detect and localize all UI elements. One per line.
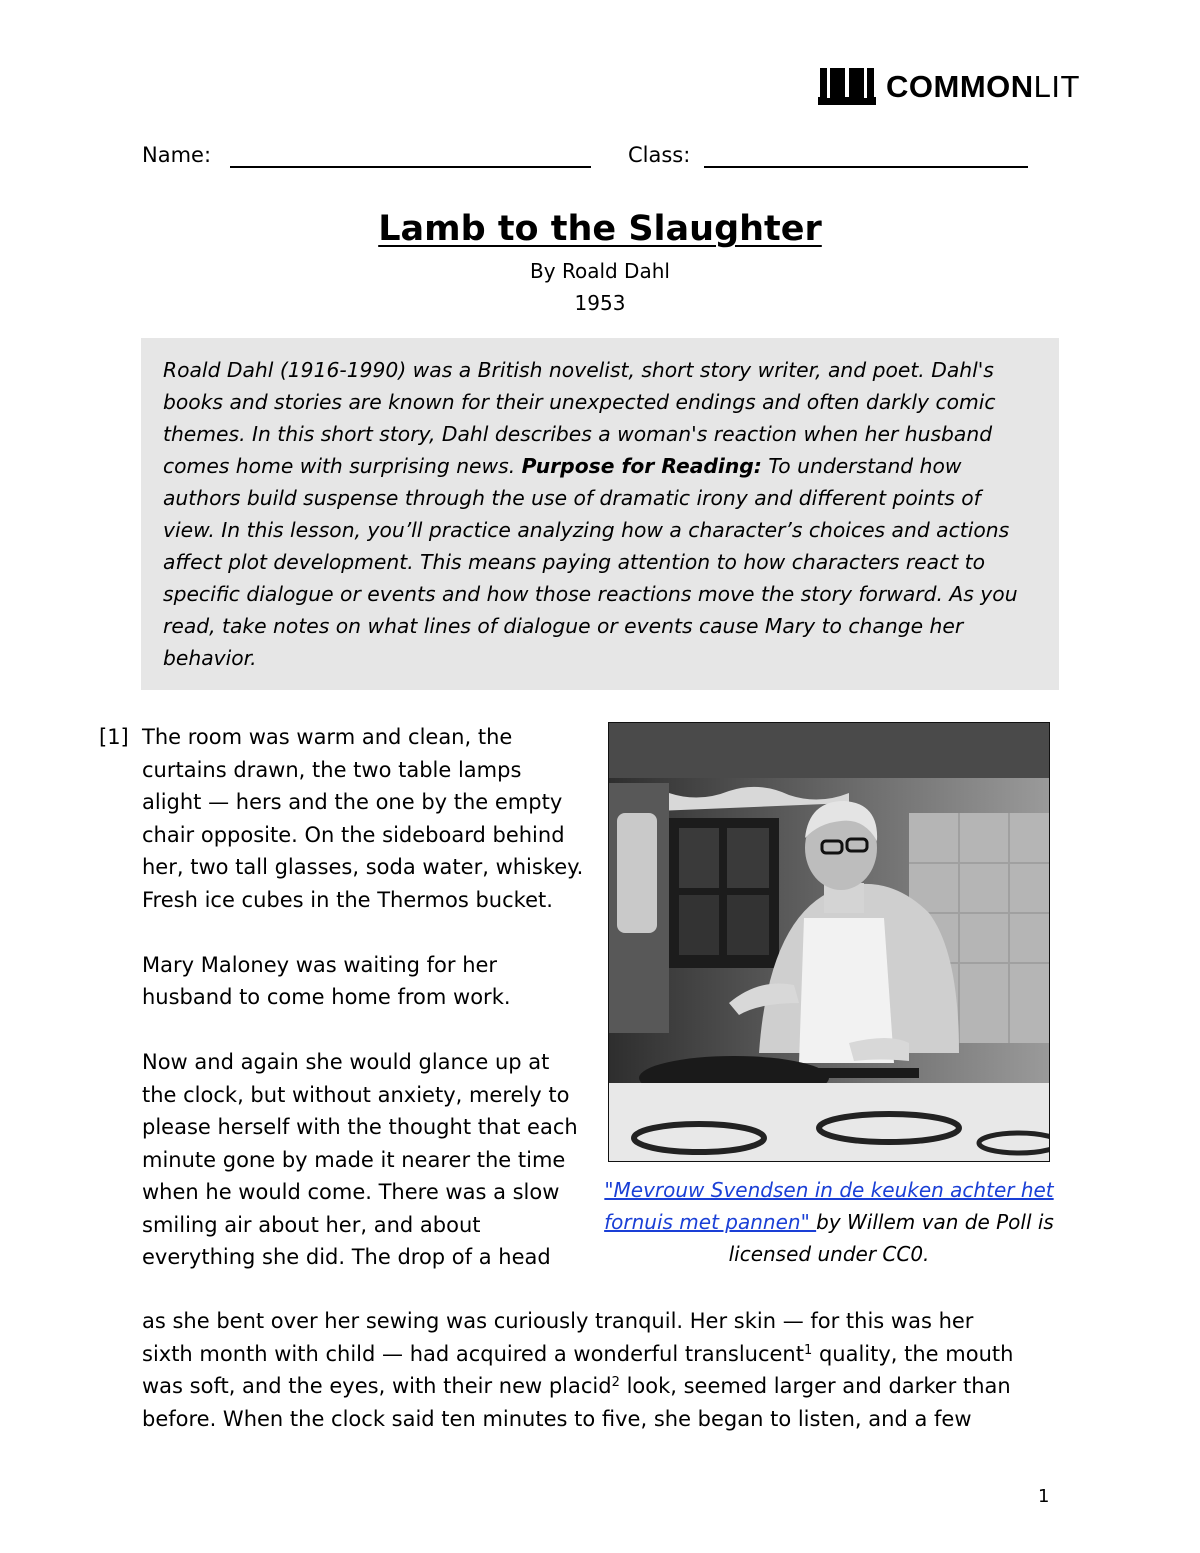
image-caption xyxy=(604,1174,1054,1270)
image-license-text: by Willem van de Poll is licensed under CC0. xyxy=(728,1210,1054,1266)
commonlit-logo xyxy=(818,66,1080,106)
student-fields xyxy=(142,140,1042,170)
story-paragraph: Now and again she would glance up at the clock, but without anxiety, merely to please herself with the thought that each minute gone by made it nearer the time when he would come. There was a slow smiling air about her, and about everything she did. The drop of a head xyxy=(142,1050,578,1269)
name-field-line[interactable] xyxy=(230,166,591,168)
story-continuation xyxy=(142,1305,1062,1435)
story-line-text: was soft, and the eyes, with their new placid xyxy=(142,1374,612,1398)
woman-cooking-image xyxy=(609,723,1049,1161)
story-column xyxy=(142,721,587,1274)
story-paragraph: Mary Maloney was waiting for her husband to come home from work. xyxy=(142,952,511,1009)
image-source-link[interactable]: "Mevrouw Svendsen in de keuken achter het fornuis met pannen" xyxy=(604,1178,1054,1234)
brand-light: LIT xyxy=(1033,68,1080,104)
paragraph-number: [1] xyxy=(99,725,129,749)
intro-text: Roald Dahl (1916-1990) was a British novelist, short story writer, and poet. Dahl's books and stories are known for their unexpected endings and often darkly comic themes. In this short story, Dahl describes a woman's reaction when her husband comes home with surprising news. xyxy=(163,358,996,478)
class-field-line[interactable] xyxy=(704,166,1028,168)
purpose-label: Purpose for Reading: xyxy=(521,454,762,478)
publication-year: 1953 xyxy=(574,291,626,315)
story-line: before. When the clock said ten minutes to five, she began to listen, and a few xyxy=(142,1406,972,1431)
brand-name xyxy=(886,68,1080,104)
brand-bold: COMMON xyxy=(886,68,1034,104)
intro-box xyxy=(141,338,1059,690)
author-line: By Roald Dahl xyxy=(530,259,670,283)
open-book-icon xyxy=(818,66,876,106)
story-line xyxy=(142,1338,1062,1371)
story-paragraph: The room was warm and clean, the curtains drawn, the two table lamps alight — hers and the one by the empty chair opposite. On the sideboard behind her, two tall glasses, soda water, whiskey. Fresh ice cubes in the Thermos bucket. xyxy=(142,725,584,912)
story-line: as she bent over her sewing was curiously tranquil. Her skin — for this was her xyxy=(142,1309,974,1333)
page-number: 1 xyxy=(1038,1486,1050,1507)
story-line xyxy=(142,1370,1062,1403)
name-label: Name: xyxy=(142,143,212,167)
story-line-text: sixth month with child — had acquired a wonderful translucent xyxy=(142,1341,804,1366)
story-line-text: look, seemed larger and darker than xyxy=(619,1374,1011,1398)
purpose-text: To understand how authors build suspense through the use of dramatic irony and different points of view. In this lesson, you’ll practice analyzing how a character’s choices and actions affect plot development. This means paying attention to how characters react to specific dialogue or events and how those reactions move the story forward. As you read, take notes on what lines of dialogue or events cause Mary to change her behavior. xyxy=(163,454,1018,670)
footnote-marker[interactable]: 1 xyxy=(803,1342,813,1358)
story-line-text: quality, the mouth xyxy=(812,1341,1014,1366)
footnote-marker[interactable]: 2 xyxy=(611,1375,620,1390)
kitchen-photo xyxy=(608,722,1050,1162)
page-title: Lamb to the Slaughter xyxy=(378,209,822,249)
class-label: Class: xyxy=(628,143,691,167)
